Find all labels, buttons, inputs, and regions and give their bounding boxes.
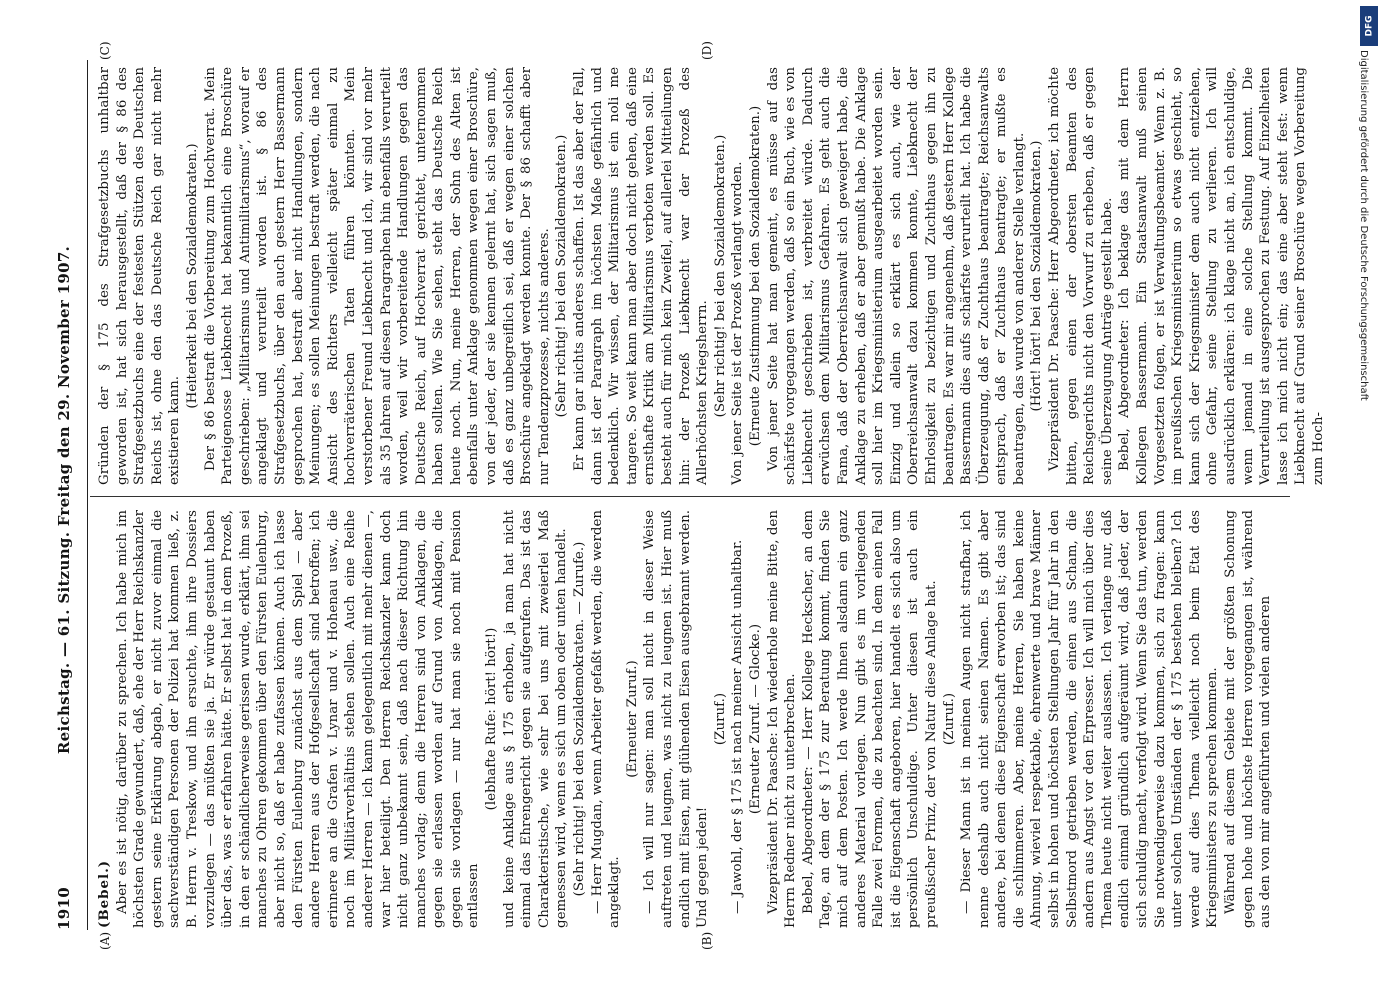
interjection: (Hört! hört! bei den Sozialdemokraten.) [1029,140,1045,412]
paragraph: Der § 86 bestraft die Vorbereitung zum Hochverrat. Mein Parteigenosse Liebknecht hat bekanntlich eine Broschüre geschrieben: „Militarismus und Antimilitarismus“, worauf er angeklagt und verurteilt worden ist. § 86 des Strafgesetzbuchs, über den auch gestern Herr Bassermann gesprochen hat, bestraft aber nicht Handlungen, sondern Meinungen; es sollen Meinungen bestraft werden, die nach Ansicht des Richters vielleicht später einmal zu hochverräterischen Taten führen könnten. Mein verstorbener Freund Liebknecht und ich, wir sind vor mehr als 35 Jahren auf diesen Paragraphen hin ebenfalls verurteilt worden, weil wir vorbereitende Handlungen gegen das Deutsche Reich, auf Hochverrat gerichtet, unternommen haben sollten. Wie Sie sehen, steht das Deutsche Reich heute noch. Nun, meine Herren, der Sohn des Alten ist ebenfalls unter Anklage genommen wegen einer Broschüre, von der jeder, der sie kennen gelernt hat, sich sagen muß, daß es ganz unbegreiflich sei, daß er wegen einer solchen Broschüre angeklagt werden konnte. Der § 86 schafft aber nur Tendenzprozesse, nichts anderes. [202,67,552,485]
interjection: (Zuruf.) [941,692,957,746]
left-column [96,510,1306,928]
margin-mark-b: (B) [700,931,714,950]
interjection: (Heiterkeit bei den Sozialdemokraten.) [184,143,200,409]
paragraph: Bebel, Abgeordneter: — Herr Kollege Heckscher, an dem Tage, an dem der § 175 zur Beratung kommt, finden Sie mich auf dem Posten. Ich werde Ihnen alsdann ein ganz anderes Material vorlegen. Nun gibt es im vorliegenden Falle zwei Formen, die zu beachten sind. In dem einen Fall ist die Eigenschaft angeboren, hier handelt es sich also um persönlich Unschuldige. Unter diesen ist auch ein preußischer Prinz, der von Natur diese Anlage hat. [800,510,939,928]
paragraph: Von jener Seite ist der Prozeß verlangt worden. [730,161,746,485]
paragraph: — Jawohl, der § 175 ist nach meiner Ansicht unhaltbar. [730,539,746,914]
margin-mark-d: (D) [700,41,714,60]
paragraph: — Ich will nur sagen: man soll nicht in dieser Weise auftreten und leugnen, was nicht zu leugnen ist. Hier muß endlich mit Eisen, mit glühenden Eisen ausgebrannt werden. Und gegen jeden! [642,510,711,928]
interjection: (Sehr richtig! bei den Sozialdemokraten.) [712,134,728,418]
dfg-logo: DFG [1360,6,1378,46]
paragraph: Gründen der § 175 des Strafgesetzbuchs unhaltbar geworden ist, hat sich herausgestellt, daß der § 86 des Strafgesetzbuchs eine der festesten Stützen des Deutschen Reichs ist, ohne den das Deutsche Reich gar nicht mehr existieren kann. [97,67,183,485]
header-rule [87,60,88,930]
interjection: (Erneute Zustimmung bei den Sozialdemokraten.) [747,105,763,447]
paragraph: Aber es ist nötig, darüber zu sprechen. Ich habe mich im höchsten Grade gewundert, daß, ehe der Herr Reichskanzler gestern seine Erklärung abgab, er nicht zuvor einmal die sachverständigen Personen der Polizei hat kommen ließ, z. B. Herrn v. Treskow, und ihn ersuchte, ihm ihre Dossiers vorzulegen — das müßten sie ja. Er würde gestaunt haben über das, was er erfahren hätte. Er selbst hat in dem Prozeß, in den er schändlicherweise gerissen wurde, erklärt, ihm sei manches zu Ohren gekommen über den Fürsten Eulenburg, aber nicht so, daß er habe zufassen können. Auch ich lasse den Fürsten Eulenburg zunächst aus dem Spiel — aber andere Herren aus der Hofgesellschaft sind betroffen; ich erinnere an die Grafen v. Lynar und v. Hohenau usw., die noch im Militärverhältnis stehen sollen. Auch eine Reihe anderer Herren — ich kann gelegentlich mit mehr dienen —, war hier beteiligt. Den Herren Reichskanzler kann doch nicht ganz unbekannt sein, daß nach dieser Richtung hin manches vorlag; denn die Herren sind von Anklagen, die gegen sie erlassen worden auf Grund von Anklagen, die gegen sie vorlagen — nur hat man sie noch mit Pension entlassen [114,510,482,928]
paragraph: Vizepräsident Dr. Paasche: Herr Abgeordneter, ich möchte bitten, gegen einen der obersten Beamten des Reichsgerichts nicht den Vorwurf zu erheben, daß er gegen seine Überzeugung Anträge gestellt habe. [1047,67,1115,485]
margin-mark-c: (C) [98,41,112,60]
paragraph: Während auf diesem Gebiete mit der größten Schonung gegen hohe und höchste Herren vorgegangen ist, während aus den von mir angeführten und vielen anderen [1223,510,1274,928]
column-divider [90,496,1290,497]
page-number: 1910 [55,887,73,930]
paragraph: — Dieser Mann ist in meinen Augen nicht strafbar, ich nenne deshalb auch nicht seinen Namen. Es gibt aber andere, bei denen diese Eigenschaft erworben ist; das sind die schlimmeren. Aber, meine Herren, Sie haben keine Ahnung, wieviel respektable, ehrenwerte und brave Männer selbst in hohen und höchsten Stellungen Jahr für Jahr in den Selbstmord getrieben werden, die einen aus Scham, die andern aus Angst vor den Erpresser. Ich will mich über dies Thema heute nicht weiter auslassen. Ich verlange nur, daß endlich einmal gründlich aufgeräumt wird, daß jeder, der sich schuldig macht, verfolgt wird. Wenn Sie das tun, werden Sie notwendigerweise dazu kommen, sich zu fragen: kann unter solchen Umständen der § 175 bestehen bleiben? Ich werde auf dies Thema vielleicht noch beim Etat des Kriegsministers zu sprechen kommen. [959,510,1221,928]
paragraph: — Herr Mugdan, wenn Arbeiter gefaßt werden, die werden angeklagt. [589,510,623,928]
digitization-note: Digitalisierung gefördert durch die Deutsche Forschungsgemeinschaft [1358,50,1369,401]
page-header [55,70,85,930]
speaker-label: (Bebel.) [96,859,112,928]
interjection: (Zuruf.) [712,692,728,746]
interjection: (Erneuter Zuruf.) [624,660,640,778]
interjection: (Erneuter Zuruf. — Glocke.) [747,623,763,815]
paragraph: Bebel, Abgeordneter: Ich beklage das mit dem Herrn Kollegen Bassermann. Ein Staatsanwalt muß seinen Vorgesetzten folgen, er ist Verwaltungsbeamter. Wenn z. B. im preußischen Kriegsministerium so etwas geschieht, so kann sich der Kriegsminister dem auch nicht entziehen, ohne Gefahr, seine Stellung zu verlieren. Ich will ausdrücklich erklären: ich klage nicht an, ich entschuldige, wenn jemand in eine solche Stellung kommt. Die Verurteilung ist ausgesprochen zu Festung. Auf Einzelheiten lasse ich mich nicht ein; das eine aber steht fest: wenn Liebknecht auf Grund seiner Broschüre wegen Vorbereitung zum Hoch- [1117,67,1326,485]
paragraph: Von jener Seite hat man gemeint, es müsse auf das schärfste vorgegangen werden, daß so ein Buch, wie es von Liebknecht geschrieben ist, verbreitet würde. Dadurch erwüchsen dem Militarismus Gefahren. Es geht auch die Fama, daß der Oberreichsanwalt sich geweigert habe, die Anklage zu erheben, daß er aber gemußt habe. Die Anklage soll hier im Kriegsministerium ausgearbeitet worden sein. Einzig und allein so erklärt es sich auch, wie der Oberreichsanwalt dazu kommen konnte, Liebknecht der Ehrlosigkeit zu bezichtigen und Zuchthaus gegen ihn zu beantragen. Es war mir angenehm, daß gestern Herr Kollege Bassermann dies aufs schärfste verurteilt hat. Ich habe die Überzeugung, daß er Zuchthaus beantragte; Reichsanwalts entsprach, daß er Zuchthaus beantragte; er mußte es beantragen, das wurde von anderer Stelle verlangt. [765,67,1027,485]
paragraph: und keine Anklage aus § 175 erhoben, ja man hat nicht einmal das Ehrengericht gegen sie aufgerufen. Das ist das Charakteristische, wie sehr bei uns mit zweierlei Maß gemessen wird, wenn es sich um oben oder unten handelt. [501,510,570,928]
paragraph: Vizepräsident Dr. Paasche: Ich wiederhole meine Bitte, den Herrn Redner nicht zu unterbrechen. [765,510,799,928]
running-title: Reichstag. — 61. Sitzung. Freitag den 29. November 1907. [55,245,73,755]
interjection: (Sehr richtig! bei den Sozialdemokraten. — Zurufe.) [572,541,588,897]
interjection: (lebhafte Rufe: hört! hört!) [484,627,500,811]
right-column [96,67,1326,485]
margin-mark-a: (A) [98,931,112,950]
paragraph: Er kann gar nichts anderes schaffen. Ist das aber der Fall, dann ist der Paragraph im höchsten Maße gefährlich und bedenklich. Wir wissen, der Militarismus ist ein noli me tangere. So weit kann man aber doch nicht gehen, daß eine ernsthafte Kritik am Militarismus verboten werden soll. Es besteht auch für mich kein Zweifel, auf allerlei Mitteilungen hin: der Prozeß Liebknecht war der Prozeß des Allerhöchsten Kriegsherrn. [572,67,711,485]
interjection: (Sehr richtig! bei den Sozialdemokraten.) [554,134,570,418]
